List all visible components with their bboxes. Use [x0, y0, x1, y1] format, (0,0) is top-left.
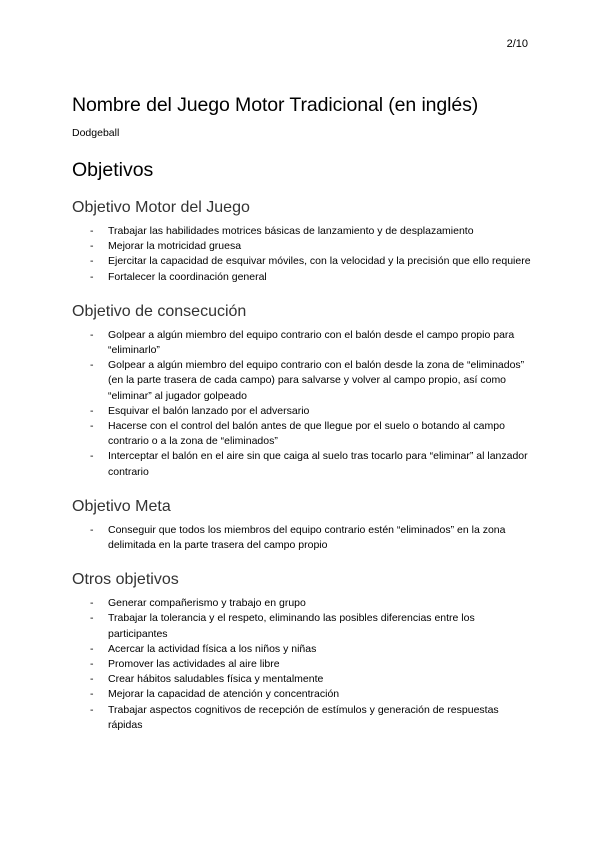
bullet-dash: - — [90, 450, 94, 463]
list-item: - Trabajar aspectos cognitivos de recepción de estímulos y generación de respuestas rápidas — [90, 703, 499, 731]
section-objetivo-meta — [72, 497, 532, 553]
bullet-dash: - — [90, 255, 94, 268]
list-item: - Trabajar la tolerancia y el respeto, eliminando las posibles diferencias entre los participantes — [90, 612, 475, 640]
bullet-dash: - — [90, 328, 94, 341]
page-number: 2/10 — [506, 38, 528, 50]
list-item: - Generar compañerismo y trabajo en grupo — [72, 596, 532, 611]
bullet-dash: - — [90, 225, 94, 237]
bullet-dash: - — [90, 673, 94, 686]
bullet-dash: - — [90, 270, 94, 283]
bullet-list — [72, 596, 532, 733]
list-item: - Golpear a algún miembro del equipo contrario con el balón desde el campo propio para “eliminarlo” — [90, 328, 515, 357]
document-body — [72, 93, 532, 733]
bullet-dash: - — [90, 658, 94, 671]
list-item: - Hacerse con el control del balón antes de que llegue por el suelo o botando al campo contrario o a la zona de “eliminados” — [90, 420, 505, 448]
bullet-dash: - — [90, 597, 94, 610]
list-item: - Mejorar la capacidad de atención y concentración — [72, 687, 532, 702]
list-item: - Ejercitar la capacidad de esquivar móviles, con la velocidad y la precisión que ello requiere — [72, 254, 532, 269]
bullet-list — [72, 523, 532, 553]
section-heading: Otros objetivos — [72, 571, 179, 589]
game-name: Dodgeball — [72, 127, 120, 139]
document-title: Nombre del Juego Motor Tradicional (en inglés) — [72, 94, 479, 116]
list-item: - Promover las actividades al aire libre — [72, 657, 532, 672]
section-otros-objetivos — [72, 570, 532, 733]
bullet-list — [72, 224, 532, 285]
section-heading: Objetivo Motor del Juego — [72, 199, 250, 216]
section-objetivo-motor — [72, 198, 532, 285]
list-item: - Conseguir que todos los miembros del equipo contrario estén “eliminados” en la zona delimitada en la parte trasera del campo propio — [90, 523, 506, 552]
list-item: - Acercar la actividad física a los niños y niñas — [72, 642, 532, 657]
objectives-heading: Objetivos — [72, 159, 154, 181]
bullet-dash: - — [90, 523, 94, 536]
bullet-list — [72, 328, 532, 480]
section-heading: Objetivo Meta — [72, 497, 171, 515]
section-heading: Objetivo de consecución — [72, 302, 247, 320]
bullet-dash: - — [90, 612, 94, 625]
list-item: - Trabajar las habilidades motrices básicas de lanzamiento y de desplazamiento — [72, 224, 532, 239]
list-item: - Golpear a algún miembro del equipo contrario con el balón desde la zona de “eliminados” (en la parte trasera de cada campo) para salvarse y volver al campo propio, así como “eliminar” al jugador golpeado — [90, 359, 525, 402]
list-item: - Mejorar la motricidad gruesa — [72, 239, 532, 254]
list-item: - Esquivar el balón lanzado por el adversario — [72, 404, 532, 419]
bullet-dash: - — [90, 642, 94, 655]
bullet-dash: - — [90, 404, 94, 417]
bullet-dash: - — [90, 688, 94, 701]
list-item: - Interceptar el balón en el aire sin que caiga al suelo tras tocarlo para “eliminar” al lanzador contrario — [90, 450, 528, 478]
list-item: - Fortalecer la coordinación general — [72, 270, 532, 285]
list-item: - Crear hábitos saludables física y mentalmente — [72, 672, 532, 687]
bullet-dash: - — [90, 240, 94, 253]
section-objetivo-consecucion — [72, 302, 532, 480]
bullet-dash: - — [90, 359, 94, 372]
bullet-dash: - — [90, 420, 94, 433]
bullet-dash: - — [90, 703, 94, 716]
